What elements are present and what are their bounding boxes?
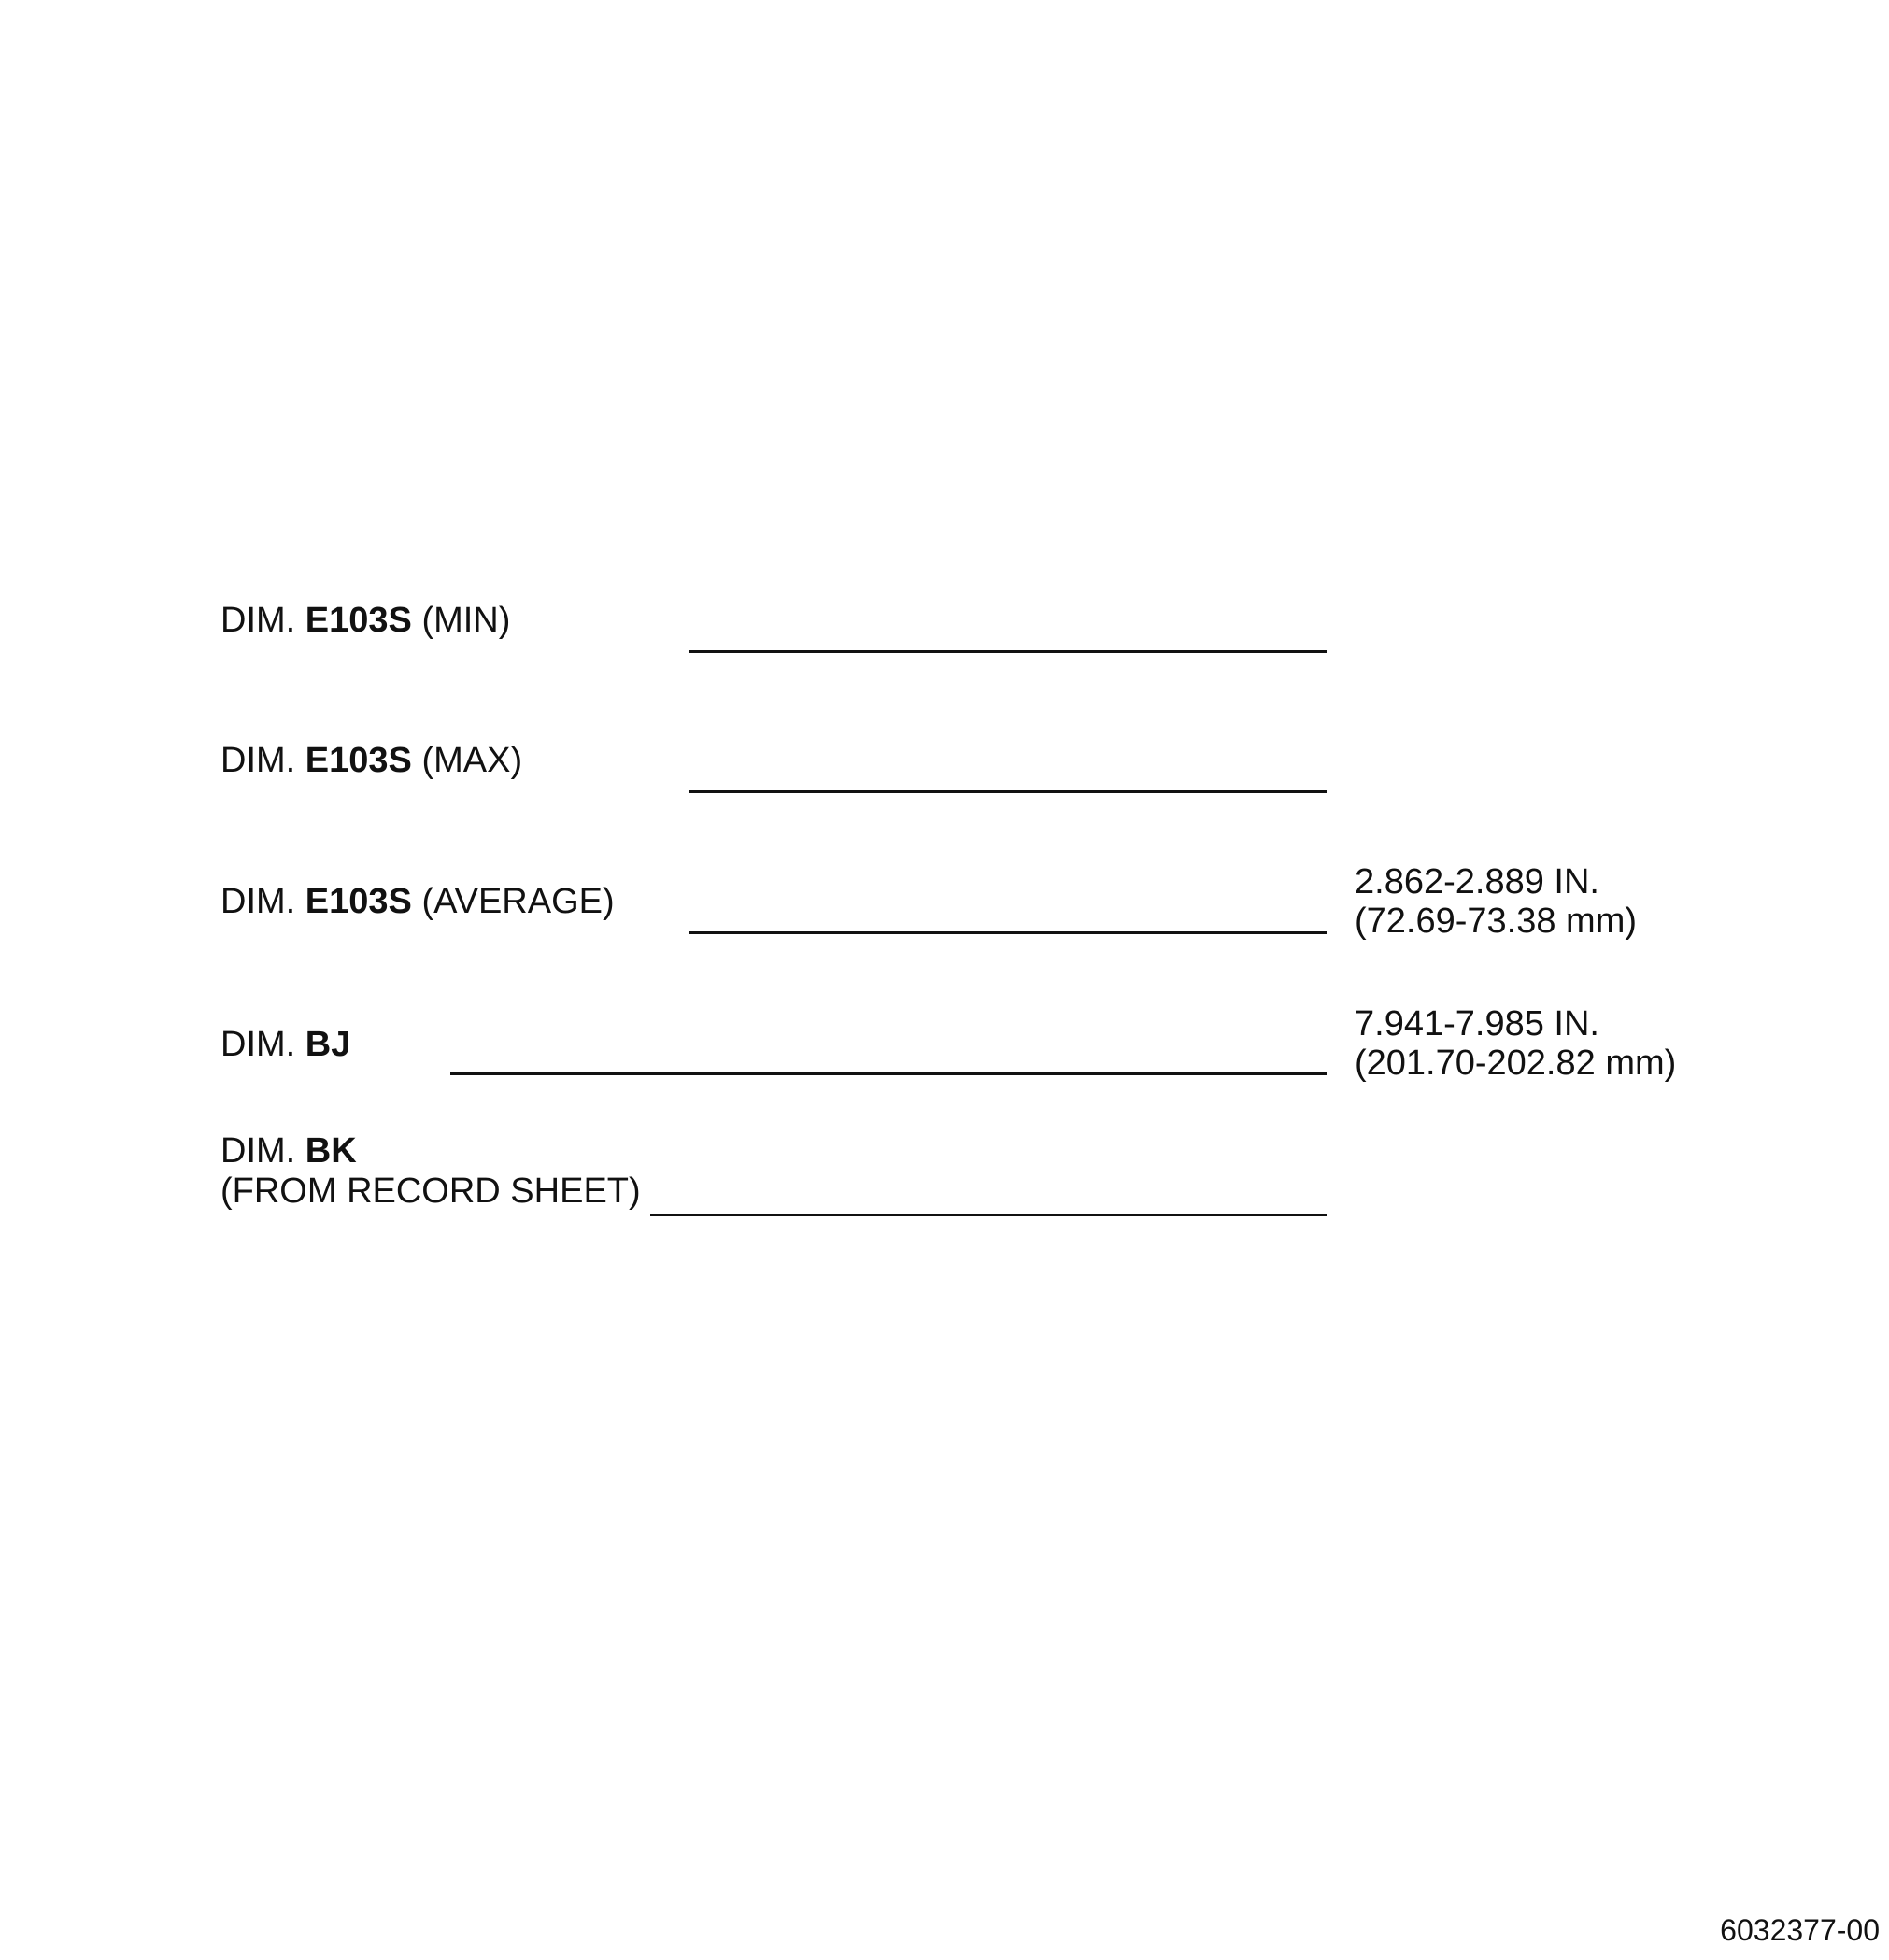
dim-code: BJ <box>305 1025 351 1064</box>
spec-inches: 2.862-2.889 IN. <box>1355 862 1599 902</box>
spec-millimeters: (201.70-202.82 mm) <box>1355 1044 1677 1083</box>
dim-bk-source-note <box>220 1171 641 1212</box>
dim-prefix: DIM. <box>220 1131 296 1171</box>
dim-bj-spec <box>1355 1004 1676 1083</box>
dim-prefix: DIM. <box>220 882 296 921</box>
dim-prefix: DIM. <box>220 1025 296 1064</box>
dim-code: E103S <box>305 741 412 780</box>
dim-e103s-average-label <box>220 881 615 922</box>
dim-suffix: (MAX) <box>421 741 523 780</box>
figure-id: 6032377-00 <box>1720 1913 1880 1947</box>
dim-prefix: DIM. <box>220 741 296 780</box>
spec-inches: 7.941-7.985 IN. <box>1355 1004 1599 1044</box>
dim-bj-entry-line[interactable] <box>450 1072 1327 1075</box>
dim-suffix: (AVERAGE) <box>421 882 615 921</box>
dim-bk-entry-line[interactable] <box>650 1214 1327 1216</box>
dim-e103s-min-label <box>220 600 510 641</box>
dim-bj-label <box>220 1024 350 1065</box>
dim-e103s-max-entry-line[interactable] <box>689 790 1327 793</box>
dim-e103s-average-entry-line[interactable] <box>689 931 1327 934</box>
dim-code: E103S <box>305 601 412 640</box>
spec-millimeters: (72.69-73.38 mm) <box>1355 902 1638 941</box>
dim-e103s-average-spec <box>1355 862 1637 941</box>
dim-prefix: DIM. <box>220 601 296 640</box>
dim-e103s-min-entry-line[interactable] <box>689 650 1327 653</box>
dim-e103s-max-label <box>220 740 522 781</box>
dim-second-line: (FROM RECORD SHEET) <box>220 1172 641 1211</box>
dim-code: E103S <box>305 882 412 921</box>
dim-code: BK <box>305 1131 357 1171</box>
dim-bk-label <box>220 1130 357 1172</box>
dim-suffix: (MIN) <box>421 601 511 640</box>
